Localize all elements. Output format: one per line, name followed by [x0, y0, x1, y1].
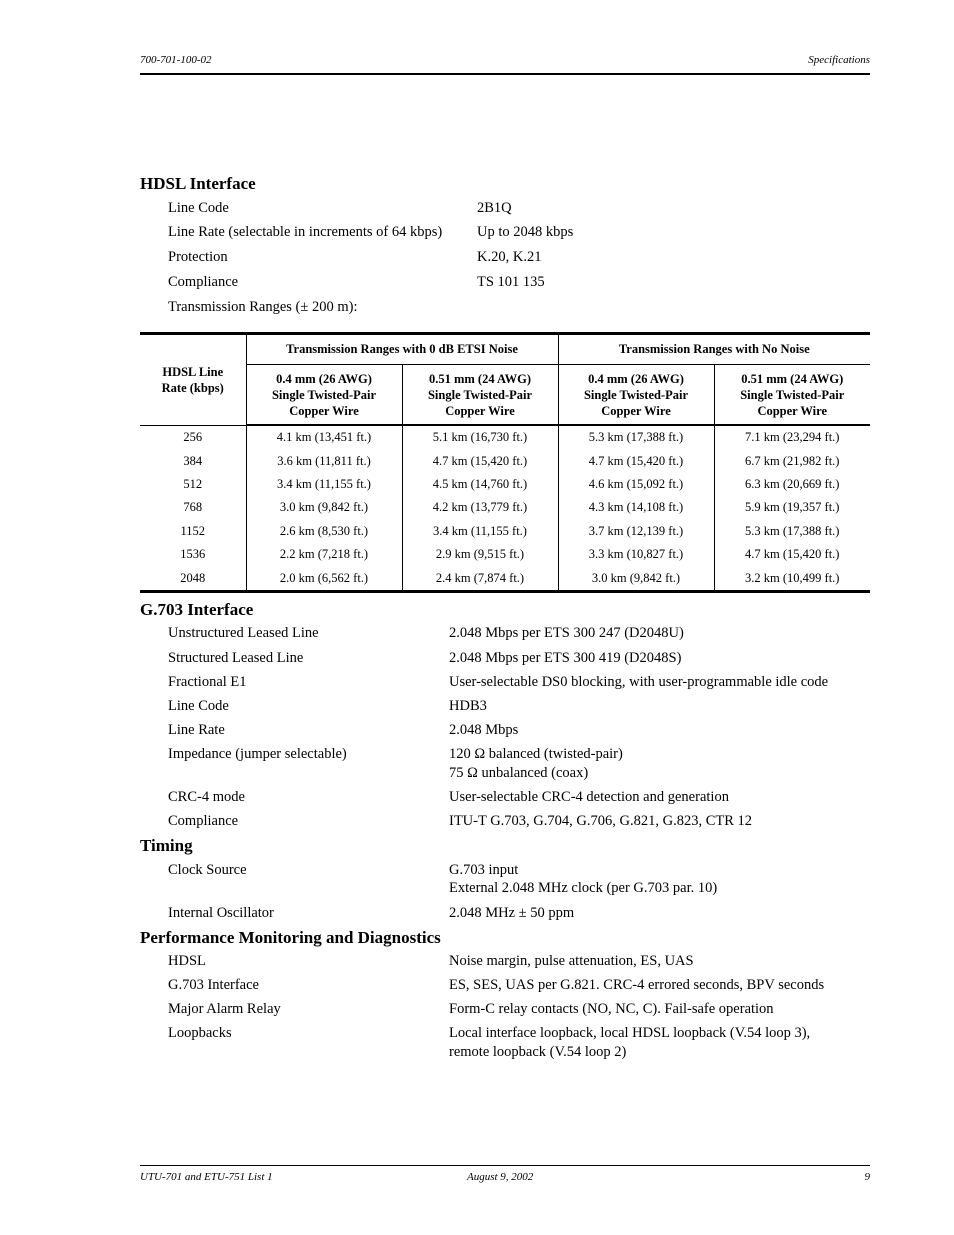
g703-section-title: G.703 Interface: [140, 600, 254, 619]
column-header-line: Single Twisted-Pair: [427, 387, 533, 402]
table-cell: 5.1 km (16,730 ft.): [402, 425, 558, 449]
rate-column-header: [140, 334, 246, 426]
spec-label: G.703 Interface: [168, 977, 259, 993]
timing-section-title: Timing: [140, 836, 193, 855]
table-cell: 2.4 km (7,874 ft.): [402, 566, 558, 591]
spec-value: 2.048 Mbps: [449, 722, 519, 738]
spec-label: Line Rate: [168, 722, 225, 738]
table-cell: 3.0 km (9,842 ft.): [558, 566, 714, 591]
column-header-line: Copper Wire: [445, 403, 515, 418]
table-cell: 4.5 km (14,760 ft.): [402, 473, 558, 496]
spec-value: Up to 2048 kbps: [477, 224, 574, 240]
spec-label: Compliance: [168, 274, 239, 290]
rate-header-line: Rate (kbps): [161, 380, 224, 395]
spec-value: User-selectable CRC-4 detection and generation: [449, 789, 729, 805]
column-header-26awg: [246, 365, 402, 426]
spec-value: ES, SES, UAS per G.821. CRC-4 errored seconds, BPV seconds: [449, 977, 825, 993]
column-header-line: 0.4 mm (26 AWG): [276, 371, 372, 386]
spec-label: Unstructured Leased Line: [168, 625, 319, 641]
spec-value: TS 101 135: [477, 274, 545, 290]
spec-value: User-selectable DS0 blocking, with user-programmable idle code: [449, 674, 829, 690]
footer-product: UTU-701 and ETU-751 List 1: [140, 1171, 273, 1183]
table-row: [140, 496, 870, 519]
spec-label: Impedance (jumper selectable): [168, 746, 347, 762]
table-cell: 3.4 km (11,155 ft.): [246, 473, 402, 496]
table-cell: 5.9 km (19,357 ft.): [714, 496, 870, 519]
table-cell: 4.2 km (13,779 ft.): [402, 496, 558, 519]
table-cell-rate: 1152: [180, 523, 206, 538]
table-cell: 4.7 km (15,420 ft.): [714, 543, 870, 566]
spec-label: CRC-4 mode: [168, 789, 245, 805]
spec-label: Line Code: [168, 698, 229, 714]
hdsl-section-title: HDSL Interface: [140, 174, 256, 193]
table-cell: 3.2 km (10,499 ft.): [714, 566, 870, 591]
spec-value: remote loopback (V.54 loop 2): [449, 1044, 627, 1060]
table-cell: 5.3 km (17,388 ft.): [558, 425, 714, 449]
spec-label: Structured Leased Line: [168, 650, 304, 666]
spec-label: Protection: [168, 249, 228, 265]
spec-value: Form-C relay contacts (NO, NC, C). Fail-safe operation: [449, 1001, 774, 1017]
spec-label: Line Code: [168, 200, 229, 216]
spec-value: G.703 input: [449, 862, 519, 878]
table-cell-rate: 1536: [180, 547, 206, 562]
column-header-line: 0.51 mm (24 AWG): [428, 371, 532, 386]
header-doc-number: 700-701-100-02: [140, 54, 212, 66]
column-header-line: Single Twisted-Pair: [583, 387, 689, 402]
group-header-etsi-noise: Transmission Ranges with 0 dB ETSI Noise: [246, 334, 558, 365]
table-cell-rate: 2048: [140, 566, 246, 591]
spec-value: ITU-T G.703, G.704, G.706, G.821, G.823, CTR 12: [449, 813, 753, 829]
table-cell: 4.6 km (15,092 ft.): [558, 473, 714, 496]
table-cell-rate: 384: [183, 453, 203, 468]
footer-date: August 9, 2002: [467, 1171, 534, 1183]
spec-value: Noise margin, pulse attenuation, ES, UAS: [449, 953, 694, 969]
table-cell-rate: 512: [183, 476, 203, 491]
spec-value: 2B1Q: [477, 200, 512, 216]
spec-value: Local interface loopback, local HDSL loopback (V.54 loop 3),: [449, 1025, 811, 1041]
spec-label: Line Rate (selectable in increments of 64 kbps): [168, 224, 443, 240]
spec-label: Major Alarm Relay: [168, 1001, 281, 1017]
table-cell: 4.7 km (15,420 ft.): [558, 449, 714, 472]
column-header-line: Copper Wire: [757, 403, 828, 418]
spec-value: 2.048 Mbps per ETS 300 419 (D2048S): [449, 650, 682, 666]
table-row: [140, 566, 870, 591]
table-row: [140, 425, 870, 449]
table-cell: 2.9 km (9,515 ft.): [402, 543, 558, 566]
column-header-26awg: [558, 365, 714, 426]
table-cell: 2.2 km (7,218 ft.): [246, 543, 402, 566]
header-rule: [140, 73, 870, 75]
table-cell: 2.6 km (8,530 ft.): [246, 520, 402, 543]
spec-label: HDSL: [168, 953, 206, 969]
footer-rule: [140, 1165, 870, 1166]
rate-header-line: HDSL Line: [162, 364, 224, 379]
spec-value: 2.048 Mbps per ETS 300 247 (D2048U): [449, 625, 684, 641]
table-cell: 3.0 km (9,842 ft.): [246, 496, 402, 519]
table-row: [140, 473, 870, 496]
table-cell: 3.6 km (11,811 ft.): [246, 449, 402, 472]
spec-label: Loopbacks: [168, 1025, 232, 1041]
table-row: [140, 543, 870, 566]
column-header-line: Single Twisted-Pair: [271, 387, 377, 402]
column-header-line: 0.51 mm (24 AWG): [741, 371, 844, 386]
transmission-ranges-label: Transmission Ranges (± 200 m):: [168, 299, 358, 315]
table-cell: 4.1 km (13,451 ft.): [246, 425, 402, 449]
spec-value: HDB3: [449, 698, 487, 714]
spec-value: 120 Ω balanced (twisted-pair): [449, 746, 623, 762]
table-cell: 2.0 km (6,562 ft.): [246, 566, 402, 591]
spec-label: Clock Source: [168, 862, 247, 878]
column-header-24awg: [402, 365, 558, 426]
spec-value: K.20, K.21: [477, 249, 542, 265]
column-header-24awg: [714, 365, 870, 426]
table-cell: 4.7 km (15,420 ft.): [402, 449, 558, 472]
table-cell: 6.3 km (20,669 ft.): [714, 473, 870, 496]
spec-label: Internal Oscillator: [168, 905, 274, 921]
column-header-line: 0.4 mm (26 AWG): [588, 371, 684, 386]
header-section-title: Specifications: [808, 54, 870, 66]
table-row: [140, 449, 870, 472]
table-cell-rate: 256: [183, 429, 203, 444]
table-cell: 3.7 km (12,139 ft.): [558, 520, 714, 543]
table-cell: 3.4 km (11,155 ft.): [402, 520, 558, 543]
spec-value: 75 Ω unbalanced (coax): [449, 765, 589, 781]
transmission-ranges-table: [140, 332, 870, 593]
column-header-line: Copper Wire: [601, 403, 671, 418]
table-cell: 7.1 km (23,294 ft.): [714, 425, 870, 449]
spec-value: External 2.048 MHz clock (per G.703 par. 10): [449, 880, 718, 896]
column-header-line: Copper Wire: [289, 403, 359, 418]
table-cell-rate: 768: [183, 500, 203, 515]
table-cell: 6.7 km (21,982 ft.): [714, 449, 870, 472]
column-header-line: Single Twisted-Pair: [740, 387, 845, 402]
table-cell: 5.3 km (17,388 ft.): [714, 520, 870, 543]
table-cell: 4.3 km (14,108 ft.): [558, 496, 714, 519]
page-number: 9: [864, 1171, 870, 1183]
spec-label: Compliance: [168, 813, 239, 829]
group-header-no-noise: Transmission Ranges with No Noise: [558, 334, 870, 365]
spec-label: Fractional E1: [168, 674, 247, 690]
table-cell: 3.3 km (10,827 ft.): [558, 543, 714, 566]
spec-value: 2.048 MHz ± 50 ppm: [449, 905, 575, 921]
table-row: [140, 520, 870, 543]
pm-section-title: Performance Monitoring and Diagnostics: [140, 928, 441, 947]
